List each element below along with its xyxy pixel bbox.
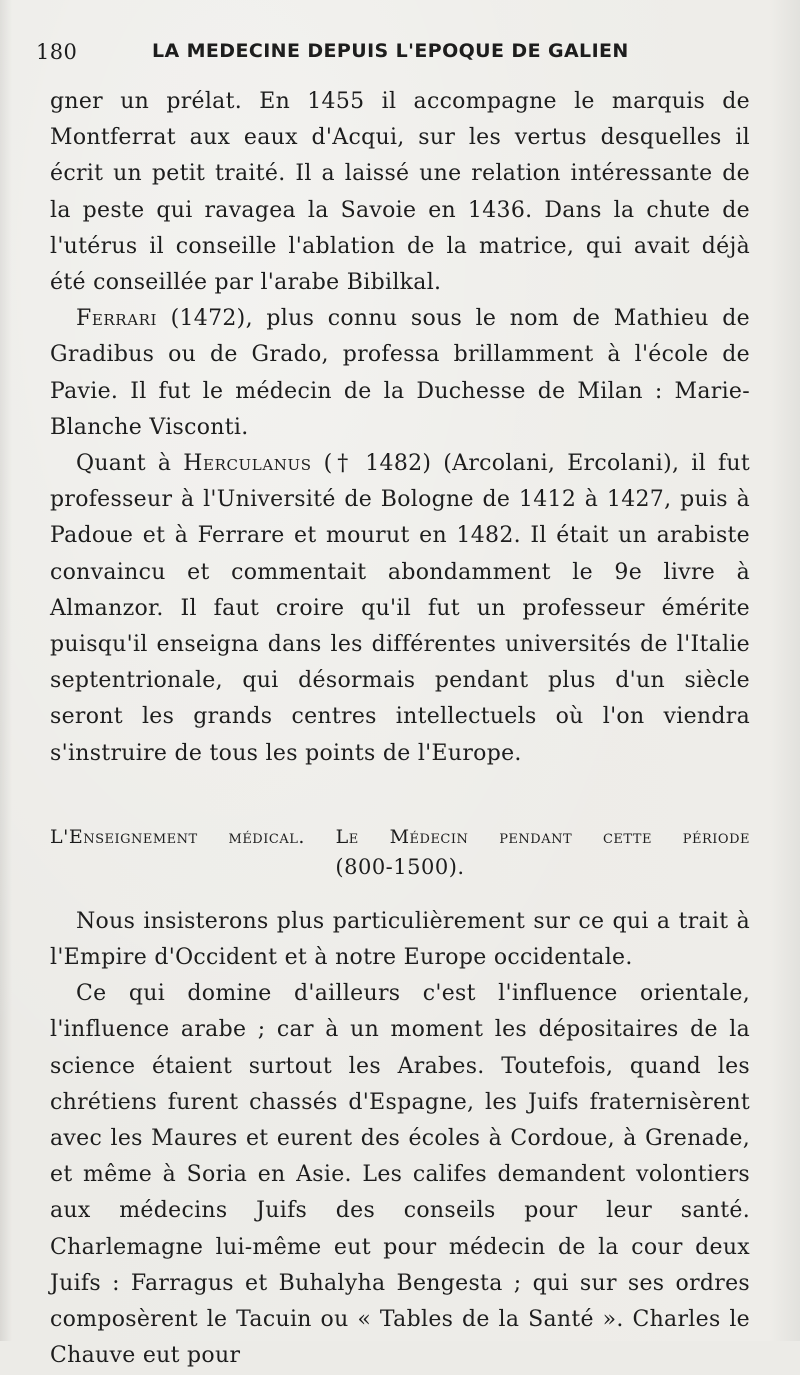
page-number: 180 xyxy=(36,40,78,64)
body-text xyxy=(50,84,750,1375)
heading-spacer xyxy=(50,882,750,904)
paragraph-arab-influence: Ce qui domine d'ailleurs c'est l'influence orientale, l'influence arabe ; car à un moment les dépositaires de la science étaient surtout les Arabes. Toutefois, quand les chrétiens furent chassés d'Espagne, les Juifs fraternisèrent avec les Maures et eurent des écoles à Cordoue, à Grenade, et même à Soria en Asie. Les califes demandent volontiers aux médecins Juifs des conseils pour leur santé. Charlemagne lui-même eut pour médecin de la cour deux Juifs : Farragus et Buhalyha Bengesta ; qui sur ses ordres composèrent le Tacuin ou « Tables de la Santé ». Charles le Chauve eut pour xyxy=(50,981,750,1369)
section-heading-title: L'Enseignement médical. Le Médecin pendant cette période xyxy=(50,825,750,848)
paragraph-herculanus-start: Quant à xyxy=(76,451,184,477)
paragraph-herculanus-text: († 1482) (Arcolani, Ercolani), il fut professeur à l'Université de Bologne de 1412 à 1427, puis à Padoue et à Ferrare et mourut en 1482. Il était un arabiste convaincu et commentait abondamment le 9e livre à Almanzor. Il faut croire qu'il fut un professeur émérite puisqu'il enseigna dans les différentes universités de l'Italie septentrionale, qui désormais pendant plus d'un siècle seront les grands centres intellectuels où l'on viendra s'instruire de tous les points de l'Europe. xyxy=(50,451,750,766)
page-header xyxy=(36,36,766,76)
paragraph-continuation: gner un prélat. En 1455 il accompagne le marquis de Montferrat aux eaux d'Acqui, sur les vertus desquelles il écrit un petit traité. Il a laissé une relation intéressante de la peste qui ravagea la Savoie en 1436. Dans la chute de l'utérus il conseille l'ablation de la matrice, qui avait déjà été conseillée par l'arabe Bibilkal. xyxy=(50,89,750,296)
paragraph-ferrari xyxy=(50,301,750,446)
section-heading-dates: (800-1500). xyxy=(335,854,465,879)
name-ferrari: Ferrari xyxy=(76,306,158,332)
paragraph-herculanus xyxy=(50,446,750,772)
section-heading xyxy=(50,822,750,882)
running-head: LA MEDECINE DEPUIS L'EPOQUE DE GALIEN xyxy=(152,40,629,62)
paragraph-empire: Nous insisterons plus particulièrement sur ce qui a trait à l'Empire d'Occident et à notre Europe occidentale. xyxy=(50,908,750,971)
paragraph-ferrari-text: (1472), plus connu sous le nom de Mathieu de Gradibus ou de Grado, professa brillamment à l'école de Pavie. Il fut le médecin de la Duchesse de Milan : Marie-Blanche Visconti. xyxy=(50,306,750,440)
name-herculanus: Herculanus xyxy=(183,451,312,477)
